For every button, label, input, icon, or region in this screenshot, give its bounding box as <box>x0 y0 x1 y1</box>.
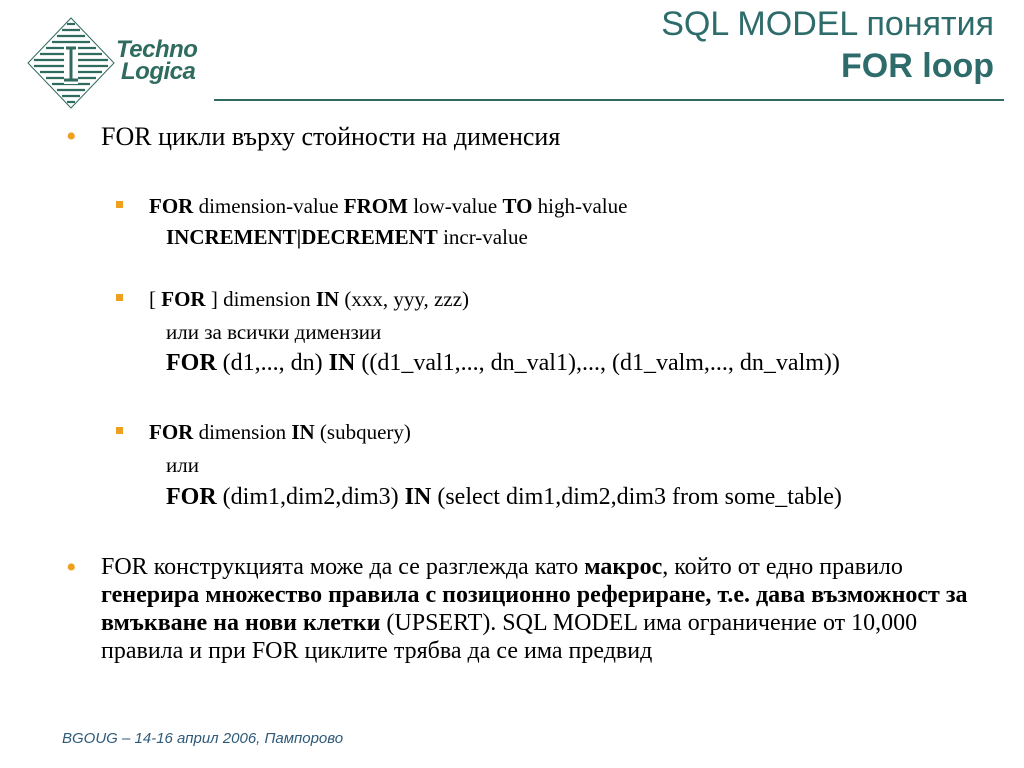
keyword-increment-decrement: INCREMENT|DECREMENT <box>166 225 438 249</box>
keyword-in: IN <box>404 484 432 510</box>
keyword-for: FOR <box>166 350 217 376</box>
sub-1-line-2 <box>166 225 528 250</box>
sub-1-line-1 <box>149 194 627 219</box>
text: (UPSERT). SQL MODEL има ограничение от 10,000 правила и при FOR циклите трябва да се има предвид <box>101 610 918 664</box>
keyword-to: TO <box>502 194 533 218</box>
keyword-for: FOR <box>149 194 194 218</box>
bullet-1-text: FOR цикли върху стойности на дименсия <box>101 122 561 151</box>
text: , който от едно правило <box>662 554 903 580</box>
footer: BGOUG – 14-16 април 2006, Пампорово <box>62 730 344 747</box>
sub-bullet-square-icon <box>116 294 123 301</box>
title-divider <box>214 99 1004 101</box>
sub-bullet-square-icon <box>116 201 123 208</box>
text: dimension <box>193 420 292 444</box>
keyword-in: IN <box>315 287 340 311</box>
sub-2-example <box>166 350 840 377</box>
title-line-2: FOR loop <box>841 47 994 85</box>
sub-3-alt: или <box>166 453 199 477</box>
keyword-in: IN <box>328 350 356 376</box>
techno-logica-logo <box>26 16 201 111</box>
sub-3-example <box>166 484 842 511</box>
title-line-1: SQL MODEL понятия <box>661 5 994 43</box>
logo-text-techno: Techno <box>116 36 198 63</box>
sub-bullet-square-icon <box>116 427 123 434</box>
bullet-dot-icon: • <box>66 551 77 584</box>
text: low-value <box>407 194 503 218</box>
sub-2-alt: или за всички димензии <box>166 320 382 344</box>
text: high-value <box>532 194 628 218</box>
text: incr-value <box>437 225 528 249</box>
text: (subquery) <box>314 420 411 444</box>
text: (dim1,dim2,dim3) <box>216 484 405 510</box>
emphasis-generates: генерира множество правила с позиционно рефериране, т.е. дава възможност за вмъкване на нови клетки <box>101 582 968 636</box>
logo-text-logica: Logica <box>121 58 196 85</box>
keyword-for: FOR <box>149 420 194 444</box>
text: FOR конструкцията може да се разглежда като <box>101 554 585 580</box>
text: ] dimension <box>205 287 316 311</box>
keyword-for: FOR <box>166 484 217 510</box>
slide-title <box>661 4 994 88</box>
text: dimension-value <box>193 194 344 218</box>
text: [ <box>149 287 162 311</box>
logo-diamond-icon <box>26 16 126 111</box>
text: (xxx, yyy, zzz) <box>339 287 470 311</box>
text: ((d1_val1,..., dn_val1),..., (d1_valm,..., dn_valm)) <box>355 350 840 376</box>
bullet-2-paragraph <box>101 553 1001 665</box>
text: (select dim1,dim2,dim3 from some_table) <box>431 484 842 510</box>
bullet-dot-icon: • <box>66 120 77 153</box>
sub-2-line-1 <box>149 287 469 312</box>
text: (d1,..., dn) <box>216 350 329 376</box>
sub-3-line-1 <box>149 420 411 445</box>
emphasis-macro: макрос <box>584 554 663 580</box>
keyword-for: FOR <box>161 287 206 311</box>
keyword-from: FROM <box>343 194 408 218</box>
keyword-in: IN <box>291 420 315 444</box>
